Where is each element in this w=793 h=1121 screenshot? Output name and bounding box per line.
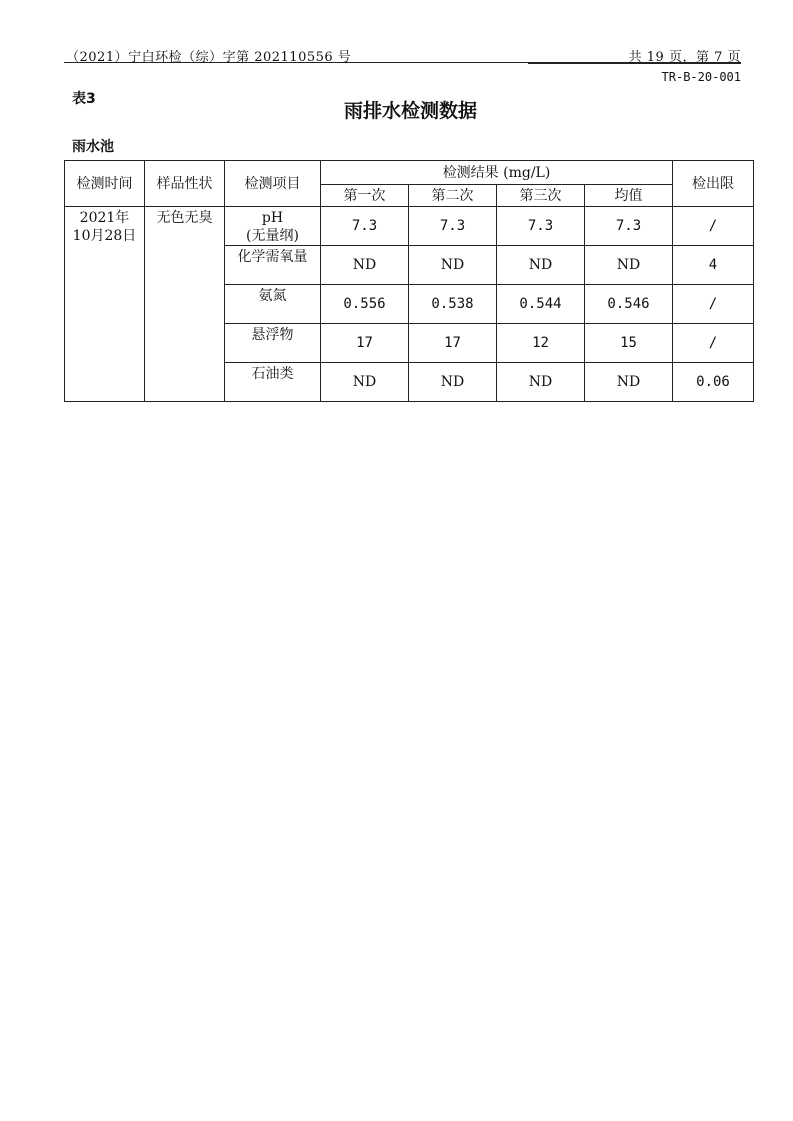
sample-date-line1: 2021年	[79, 210, 130, 226]
item-name: 化学需氧量	[225, 246, 321, 285]
report-number: （2021）宁白环检（综）字第 202110556 号	[66, 50, 352, 65]
header-rule-thick	[528, 62, 741, 64]
value-first: ND	[321, 246, 409, 285]
value-limit: /	[673, 207, 754, 246]
value-first: 7.3	[321, 207, 409, 246]
value-second: 17	[409, 324, 497, 363]
results-table	[64, 160, 754, 402]
header-mean: 均值	[585, 185, 673, 207]
section-title: 雨水池	[72, 139, 114, 155]
sample-date-line2: 10月28日	[72, 228, 137, 244]
header-item: 检测项目	[225, 161, 321, 207]
value-mean: 15	[585, 324, 673, 363]
page-title: 雨排水检测数据	[343, 100, 477, 122]
header-results: 检测结果 (mg/L)	[321, 161, 673, 185]
item-cell	[225, 207, 321, 246]
value-second: ND	[409, 363, 497, 402]
value-limit: 4	[673, 246, 754, 285]
item-name: 氨氮	[225, 285, 321, 324]
value-second: ND	[409, 246, 497, 285]
value-limit: /	[673, 285, 754, 324]
value-limit: /	[673, 324, 754, 363]
table-label: 表3	[72, 91, 96, 107]
header-limit: 检出限	[673, 161, 754, 207]
value-third: 7.3	[497, 207, 585, 246]
table-row	[65, 207, 754, 246]
value-third: 0.544	[497, 285, 585, 324]
header-sample: 样品性状	[145, 161, 225, 207]
item-unit: (无量纲)	[246, 228, 299, 244]
value-limit: 0.06	[673, 363, 754, 402]
sample-description: 无色无臭	[145, 207, 225, 402]
item-name: 悬浮物	[225, 324, 321, 363]
item-name: pH	[261, 210, 284, 226]
value-third: ND	[497, 246, 585, 285]
header-second: 第二次	[409, 185, 497, 207]
value-second: 7.3	[409, 207, 497, 246]
value-first: 17	[321, 324, 409, 363]
page-info: 共 19 页，第 7 页	[628, 50, 741, 65]
value-second: 0.538	[409, 285, 497, 324]
value-first: ND	[321, 363, 409, 402]
value-third: 12	[497, 324, 585, 363]
value-mean: ND	[585, 363, 673, 402]
value-mean: 0.546	[585, 285, 673, 324]
value-third: ND	[497, 363, 585, 402]
document-code: TR-B-20-001	[661, 70, 741, 84]
value-first: 0.556	[321, 285, 409, 324]
value-mean: 7.3	[585, 207, 673, 246]
header-first: 第一次	[321, 185, 409, 207]
header-third: 第三次	[497, 185, 585, 207]
header-date: 检测时间	[65, 161, 145, 207]
value-mean: ND	[585, 246, 673, 285]
item-name: 石油类	[225, 363, 321, 402]
sample-date-cell	[65, 207, 145, 402]
